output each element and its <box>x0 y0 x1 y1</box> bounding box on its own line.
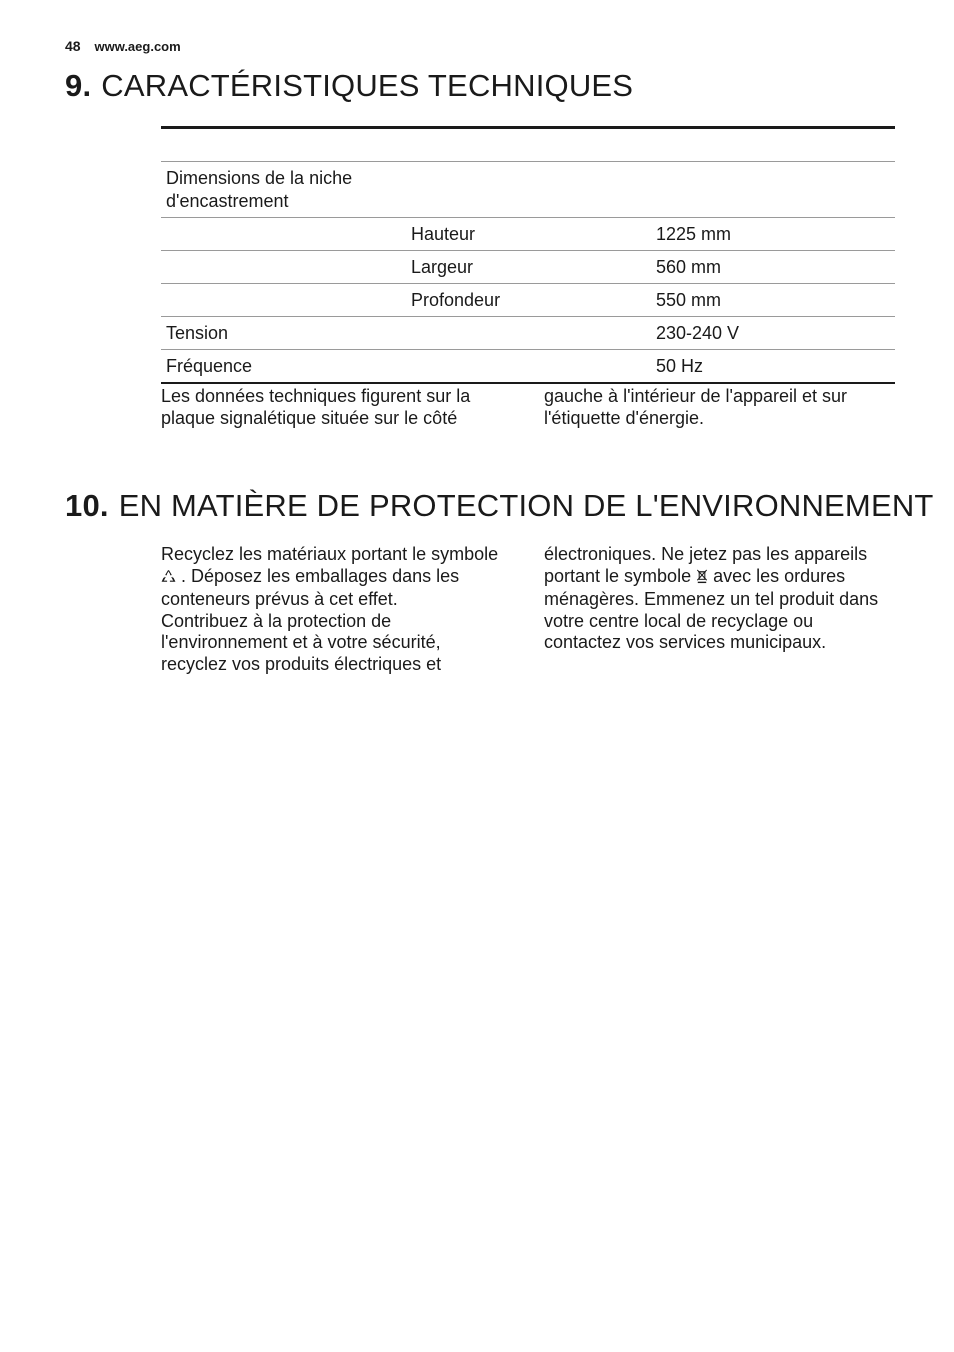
environment-text-right <box>544 544 884 654</box>
technical-specs-table <box>161 126 895 384</box>
page-number: 48 <box>65 38 81 54</box>
page-header <box>65 38 181 54</box>
table-row: Tension 230-240 V <box>161 317 895 350</box>
crossed-out-bin-icon <box>696 568 708 590</box>
specs-note-right: gauche à l'intérieur de l'appareil et sur l'étiquette d'énergie. <box>544 386 848 428</box>
recycle-paragraph: Recyclez les matériaux portant le symbole . Déposez les emballages dans les conteneurs prévus à cet effet. <box>161 544 499 609</box>
section-10-title: EN MATIÈRE DE PROTECTION DE L'ENVIRONNEMENT <box>118 488 934 523</box>
section-10-heading <box>65 488 934 524</box>
section-10-number: 10. <box>65 488 109 523</box>
table-row: Fréquence 50 Hz <box>161 350 895 384</box>
section-9-heading <box>65 68 633 104</box>
table-header-row <box>161 128 895 162</box>
weee-paragraph: électroniques. Ne jetez pas les appareils portant le symbole avec les ordures ménagères. Emmenez un tel produit dans votre centre local de recyclage ou contactez vos services municipaux. <box>544 544 879 652</box>
environment-text-left: Recyclez les matériaux portant le symbole . Déposez les emballages dans les conteneurs prévus à cet effet. Contribuez à la protection de l'environnement et à votre sécurité, recyclez vos produits électriques et <box>161 544 501 675</box>
table-row: Hauteur 1225 mm <box>161 218 895 251</box>
table-row: Largeur 560 mm <box>161 251 895 284</box>
recycle-icon <box>161 568 176 590</box>
table-row-dimensions <box>161 162 895 218</box>
section-9-number: 9. <box>65 68 92 103</box>
specs-note-left: Les données techniques figurent sur la plaque signalétique située sur le côté <box>161 386 471 428</box>
header-url[interactable]: www.aeg.com <box>94 39 181 54</box>
dimensions-label: Dimensions de la niche d'encastrement <box>166 167 353 211</box>
section-9-title: CARACTÉRISTIQUES TECHNIQUES <box>101 68 634 103</box>
table-row: Profondeur 550 mm <box>161 284 895 317</box>
